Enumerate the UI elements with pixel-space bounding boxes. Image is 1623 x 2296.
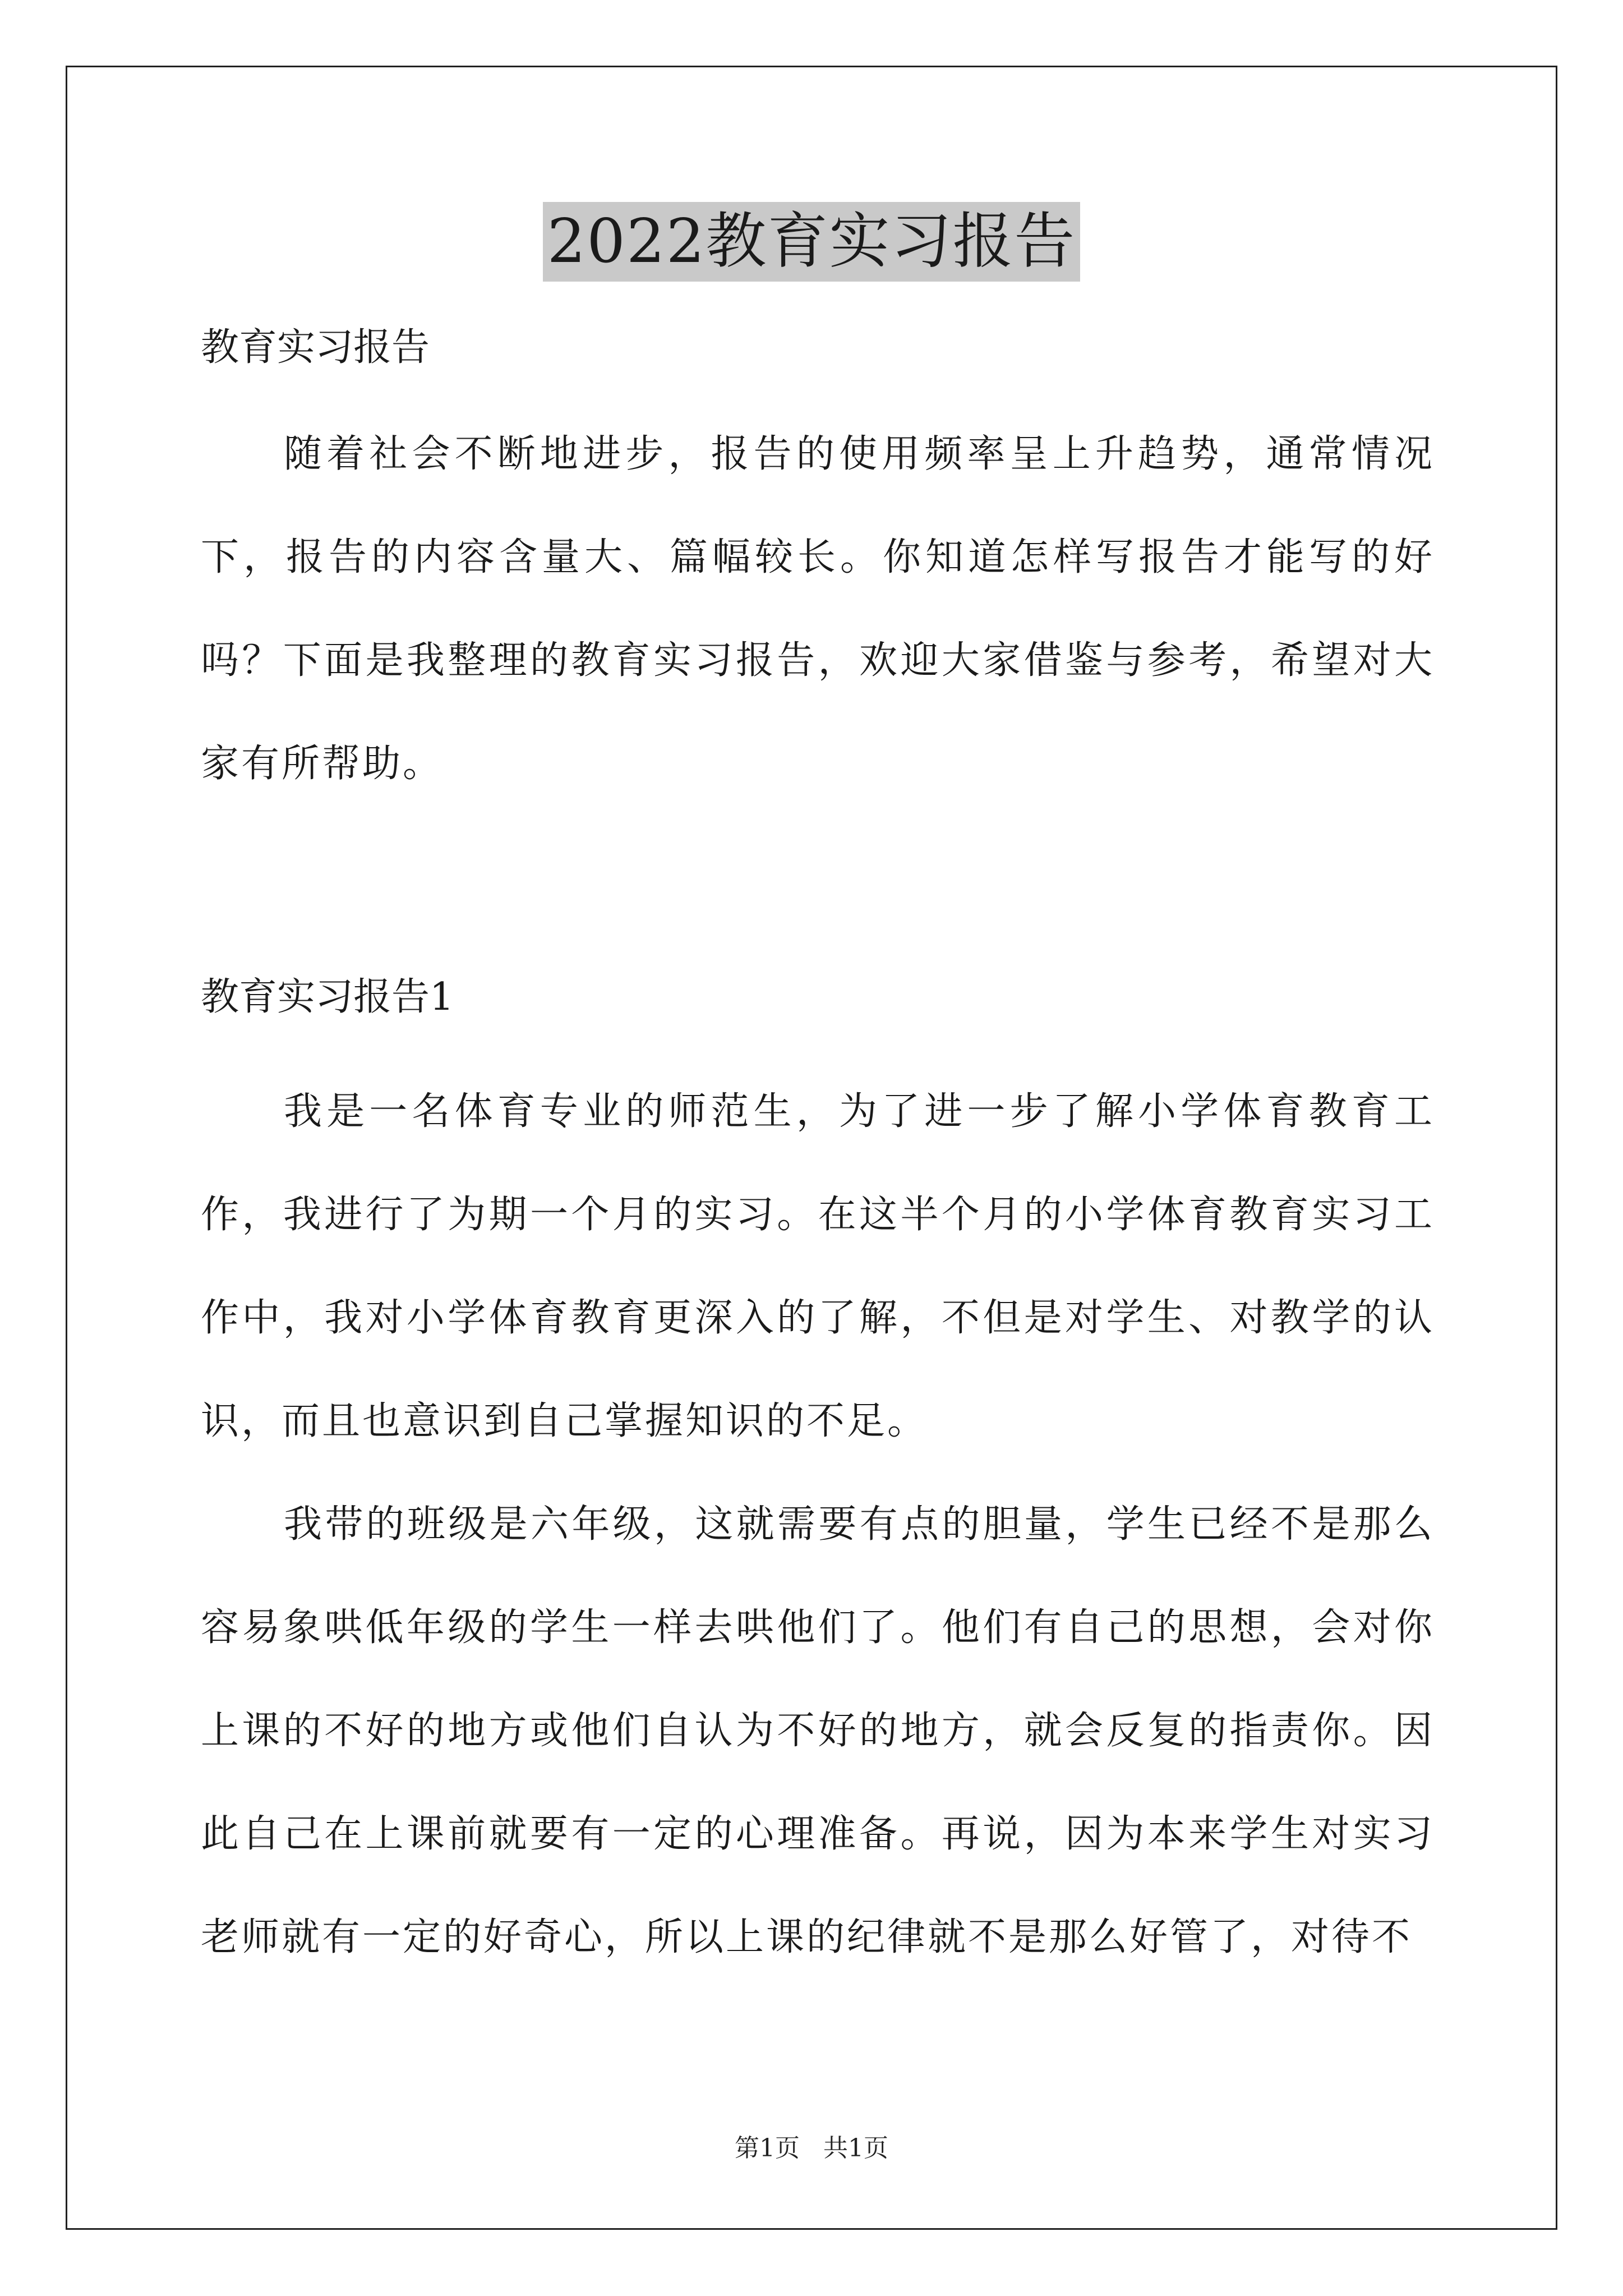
page-number-total: 共1页 <box>823 2134 888 2162</box>
page-number-current: 第1页 <box>735 2134 800 2162</box>
intro-heading: 教育实习报告 <box>201 325 430 370</box>
body-paragraph: 我是一名体育专业的师范生，为了进一步了解小学体育教育工作，我进行了为期一个月的实习。在这半个月的小学体育教育实习工作中，我对小学体育教育更深入的了解，不但是对学生、对教学的认识，而且也意识到自己掌握知识的不足。 <box>201 1089 1435 1443</box>
page-footer <box>0 2132 1623 2165</box>
document-title: 2022教育实习报告 <box>543 202 1081 282</box>
body-paragraph: 我带的班级是六年级，这就需要有点的胆量，学生已经不是那么容易象哄低年级的学生一样去哄他们了。他们有自己的思想，会对你上课的不好的地方或他们自认为不好的地方，就会反复的指责你。因此自己在上课前就要有一定的心理准备。再说，因为本来学生对实习老师就有一定的好奇心，所以上课的纪律就不是那么好管了，对待不 <box>201 1502 1435 1959</box>
title-container <box>0 202 1623 282</box>
intro-paragraph: 随着社会不断地进步，报告的使用频率呈上升趋势，通常情况下，报告的内容含量大、篇幅较长。你知道怎样写报告才能写的好吗？下面是我整理的教育实习报告，欢迎大家借鉴与参考，希望对大家有所帮助。 <box>201 432 1435 786</box>
section-heading: 教育实习报告1 <box>201 975 454 1019</box>
document-body <box>201 314 1435 1989</box>
